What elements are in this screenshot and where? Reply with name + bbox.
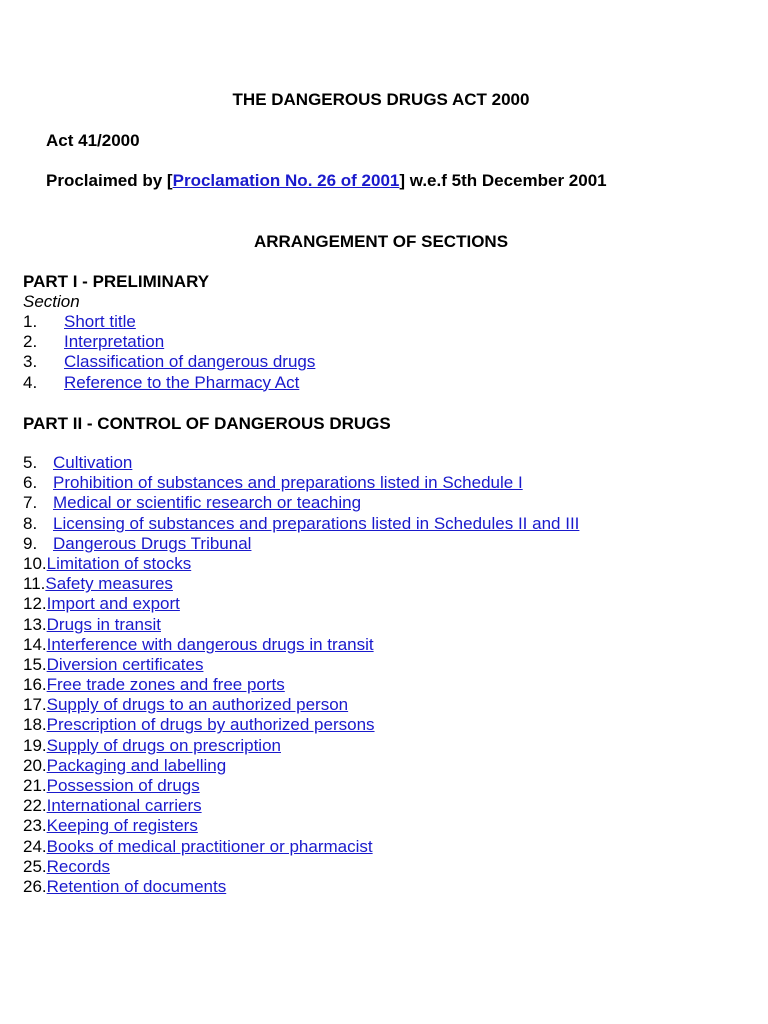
toc-item (23, 574, 579, 594)
toc-item-number: 14. (23, 634, 47, 654)
toc-item-link[interactable]: Free trade zones and free ports (46, 675, 285, 695)
toc-item (23, 373, 315, 393)
toc-item-number: 22. (23, 796, 47, 816)
toc-item (23, 695, 579, 715)
toc-item-number: 1. (23, 312, 38, 331)
toc-item-number: 15. (23, 654, 47, 674)
toc-item-link[interactable]: Prescription of drugs by authorized persons (46, 715, 375, 735)
toc-item (23, 332, 315, 352)
toc-item (23, 534, 579, 554)
toc-item-link[interactable]: Import and export (46, 594, 180, 614)
toc-item (23, 837, 579, 857)
toc-item-link[interactable]: Records (46, 856, 110, 876)
toc-item (23, 312, 315, 332)
toc-item-number: 2. (23, 332, 38, 352)
toc-item (23, 615, 579, 635)
toc-item-link[interactable]: Safety measures (45, 574, 173, 594)
toc-item-link[interactable]: Reference to the Pharmacy Act (64, 372, 300, 392)
toc-item-link[interactable]: Keeping of registers (46, 816, 198, 836)
toc-item-number: 18. (23, 715, 47, 735)
toc-item-link[interactable]: Interference with dangerous drugs in transit (46, 634, 374, 654)
toc-item-number: 16. (23, 675, 47, 695)
toc-item-link[interactable]: Drugs in transit (46, 614, 161, 634)
toc-item-link[interactable]: Dangerous Drugs Tribunal (53, 533, 252, 553)
toc-item-link[interactable]: International carriers (46, 796, 202, 816)
toc-item-link[interactable]: Short title (64, 312, 136, 331)
toc-item (23, 493, 579, 513)
toc-item-number: 5. (23, 453, 38, 472)
toc-item (23, 736, 579, 756)
toc-item-link[interactable]: Supply of drugs to an authorized person (46, 695, 349, 715)
toc-item-number: 4. (23, 372, 38, 392)
toc-item (23, 453, 579, 473)
toc-item-link[interactable]: Possession of drugs (46, 776, 200, 795)
toc-item (23, 594, 579, 614)
proclamation-line (46, 171, 607, 191)
toc-item-link[interactable]: Cultivation (53, 453, 133, 472)
toc-item-link[interactable]: Licensing of substances and preparations listed in Schedules II and III (53, 513, 580, 533)
toc-item-link[interactable]: Books of medical practitioner or pharmacist (46, 836, 373, 856)
toc-item-number: 9. (23, 533, 38, 553)
part2-heading: PART II - CONTROL OF DANGEROUS DRUGS (23, 414, 391, 433)
toc-item-link[interactable]: Limitation of stocks (46, 553, 192, 573)
toc-item-number: 8. (23, 513, 38, 533)
toc-item (23, 776, 579, 796)
toc-item-number: 10. (23, 553, 47, 573)
proclamation-suffix: ] w.e.f 5th December 2001 (399, 171, 607, 190)
toc-item-link[interactable]: Packaging and labelling (46, 755, 227, 775)
toc-item (23, 877, 579, 897)
toc-item (23, 796, 579, 816)
toc-item-number: 17. (23, 695, 47, 715)
document-title: THE DANGEROUS DRUGS ACT 2000 (232, 90, 530, 109)
arrangement-heading: ARRANGEMENT OF SECTIONS (253, 232, 509, 251)
section-label: Section (23, 292, 80, 311)
part1-heading: PART I - PRELIMINARY (23, 272, 210, 291)
toc-item (23, 715, 579, 735)
toc-item-number: 24. (23, 836, 47, 856)
toc-item (23, 473, 579, 493)
toc-item (23, 554, 579, 574)
toc-item-number: 7. (23, 493, 38, 513)
toc-item-link[interactable]: Supply of drugs on prescription (46, 735, 281, 755)
toc-item-number: 3. (23, 352, 38, 372)
toc-item-link[interactable]: Classification of dangerous drugs (64, 352, 316, 372)
toc-item-link[interactable]: Medical or scientific research or teaching (53, 493, 362, 513)
part1-section-list (23, 312, 315, 393)
toc-item (23, 635, 579, 655)
toc-item-number: 20. (23, 755, 47, 775)
toc-item (23, 675, 579, 695)
toc-item (23, 857, 579, 877)
toc-item-number: 6. (23, 473, 38, 493)
proclamation-link[interactable]: Proclamation No. 26 of 2001 (172, 171, 400, 190)
toc-item-link[interactable]: Interpretation (64, 332, 165, 352)
toc-item-link[interactable]: Diversion certificates (46, 654, 204, 674)
toc-item-link[interactable]: Retention of documents (46, 876, 227, 896)
toc-item-number: 12. (23, 594, 47, 614)
toc-item-number: 25. (23, 856, 47, 876)
toc-item-number: 11. (23, 574, 46, 594)
toc-item (23, 352, 315, 372)
toc-item (23, 816, 579, 836)
part2-section-list (23, 453, 579, 897)
toc-item-number: 21. (23, 776, 47, 795)
act-number: Act 41/2000 (46, 131, 140, 150)
toc-item (23, 655, 579, 675)
toc-item-number: 23. (23, 816, 47, 836)
toc-item-number: 13. (23, 614, 47, 634)
toc-item-number: 26. (23, 876, 47, 896)
proclamation-prefix: Proclaimed by [ (46, 171, 173, 190)
toc-item (23, 756, 579, 776)
toc-item (23, 514, 579, 534)
toc-item-link[interactable]: Prohibition of substances and preparations listed in Schedule I (53, 473, 523, 493)
toc-item-number: 19. (23, 735, 47, 755)
